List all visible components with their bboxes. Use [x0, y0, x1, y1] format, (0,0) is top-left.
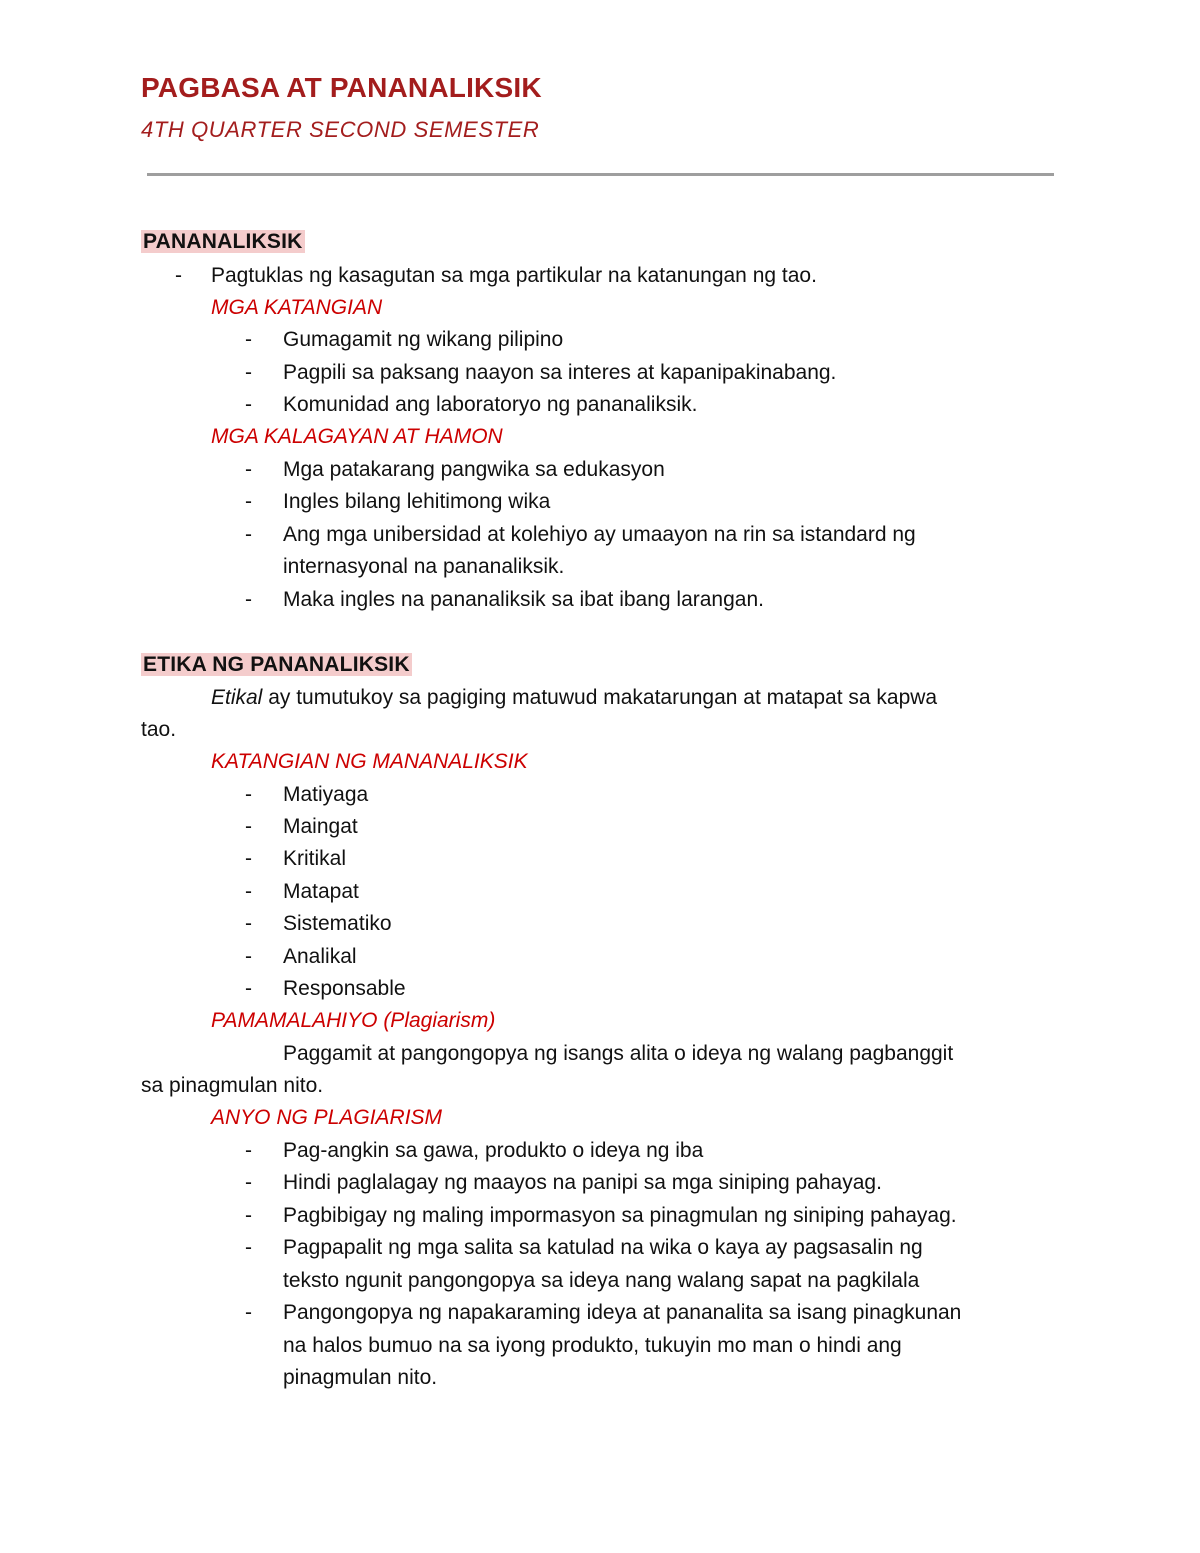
bullet-dash-icon: - [245, 977, 252, 1000]
horizontal-divider [147, 173, 1054, 176]
bullet-dash-icon: - [245, 880, 252, 903]
list-item: Pag-angkin sa gawa, produkto o ideya ng iba [283, 1139, 704, 1162]
list-item: Gumagamit ng wikang pilipino [283, 328, 564, 351]
bullet-dash-icon: - [245, 1171, 252, 1194]
bullet-dash-icon: - [245, 945, 252, 968]
bullet-dash-icon: - [245, 912, 252, 935]
document-subtitle: 4TH QUARTER SECOND SEMESTER [141, 117, 540, 142]
bullet-dash-icon: - [245, 1204, 252, 1227]
bullet-dash-icon: - [245, 1236, 252, 1259]
bullet-dash-icon: - [245, 783, 252, 806]
etikal-definition [211, 685, 937, 711]
list-item-continuation: internasyonal na pananaliksik. [283, 555, 565, 578]
list-item: Mga patakarang pangwika sa edukasyon [283, 458, 665, 481]
subheading-kalagayan: MGA KALAGAYAN AT HAMON [211, 425, 503, 448]
heading-text: ETIKA NG PANANALIKSIK [143, 653, 410, 676]
subheading-mananaliksik: KATANGIAN NG MANANALIKSIK [211, 750, 528, 773]
bullet-dash-icon: - [175, 264, 182, 287]
subheading-plagiarism: PAMAMALAHIYO (Plagiarism) [211, 1009, 496, 1032]
bullet-dash-icon: - [245, 1301, 252, 1324]
list-item: Pagpili sa paksang naayon sa interes at kapanipakinabang. [283, 361, 837, 384]
list-item: Sistematiko [283, 912, 392, 935]
list-item-continuation: teksto ngunit pangongopya sa ideya nang walang sapat na pagkilala [283, 1269, 920, 1292]
bullet-dash-icon: - [245, 393, 252, 416]
list-item: Matiyaga [283, 783, 369, 806]
list-item: Maka ingles na pananaliksik sa ibat ibang larangan. [283, 588, 764, 611]
list-item: Pangongopya ng napakaraming ideya at pananalita sa isang pinagkunan [283, 1301, 962, 1324]
bullet-dash-icon: - [245, 328, 252, 351]
etikal-term: Etikal [211, 686, 263, 709]
plagiarism-definition: Paggamit at pangongopya ng isangs alita o ideya ng walang pagbanggit [283, 1042, 954, 1065]
list-item: Matapat [283, 880, 359, 903]
list-item: Hindi paglalagay ng maayos na panipi sa mga siniping pahayag. [283, 1171, 882, 1194]
list-item: Ang mga unibersidad at kolehiyo ay umaayon na rin sa istandard ng [283, 523, 916, 546]
subheading-katangian: MGA KATANGIAN [211, 296, 383, 319]
list-item: Maingat [283, 815, 358, 838]
list-item: Komunidad ang laboratoryo ng pananaliksik. [283, 393, 698, 416]
list-item: Responsable [283, 977, 406, 1000]
bullet-dash-icon: - [245, 815, 252, 838]
bullet-dash-icon: - [245, 847, 252, 870]
plagiarism-definition-continuation: sa pinagmulan nito. [141, 1074, 324, 1097]
bullet-dash-icon: - [245, 458, 252, 481]
list-item: Ingles bilang lehitimong wika [283, 490, 551, 513]
list-item: Pagpapalit ng mga salita sa katulad na wika o kaya ay pagsasalin ng [283, 1236, 923, 1259]
bullet-dash-icon: - [245, 1139, 252, 1162]
bullet-dash-icon: - [245, 490, 252, 513]
list-item: Pagbibigay ng maling impormasyon sa pinagmulan ng siniping pahayag. [283, 1204, 957, 1227]
subheading-anyo: ANYO NG PLAGIARISM [211, 1106, 443, 1129]
document-title: PAGBASA AT PANANALIKSIK [141, 72, 542, 103]
bullet-dash-icon: - [245, 523, 252, 546]
section-heading-etika [141, 652, 412, 678]
heading-text: PANANALIKSIK [143, 230, 303, 253]
bullet-dash-icon: - [245, 588, 252, 611]
etikal-definition-rest: ay tumutukoy sa pagiging matuwud makatarungan at matapat sa kapwa [262, 686, 938, 709]
list-item: Kritikal [283, 847, 347, 870]
list-item: Analikal [283, 945, 357, 968]
definition-text: Pagtuklas ng kasagutan sa mga partikular na katanungan ng tao. [211, 264, 817, 287]
bullet-dash-icon: - [245, 361, 252, 384]
list-item-continuation: na halos bumuo na sa iyong produkto, tukuyin mo man o hindi ang [283, 1334, 902, 1357]
list-item-continuation: pinagmulan nito. [283, 1366, 438, 1389]
section-heading-pananaliksik [141, 229, 305, 255]
etikal-definition-continuation: tao. [141, 718, 177, 741]
